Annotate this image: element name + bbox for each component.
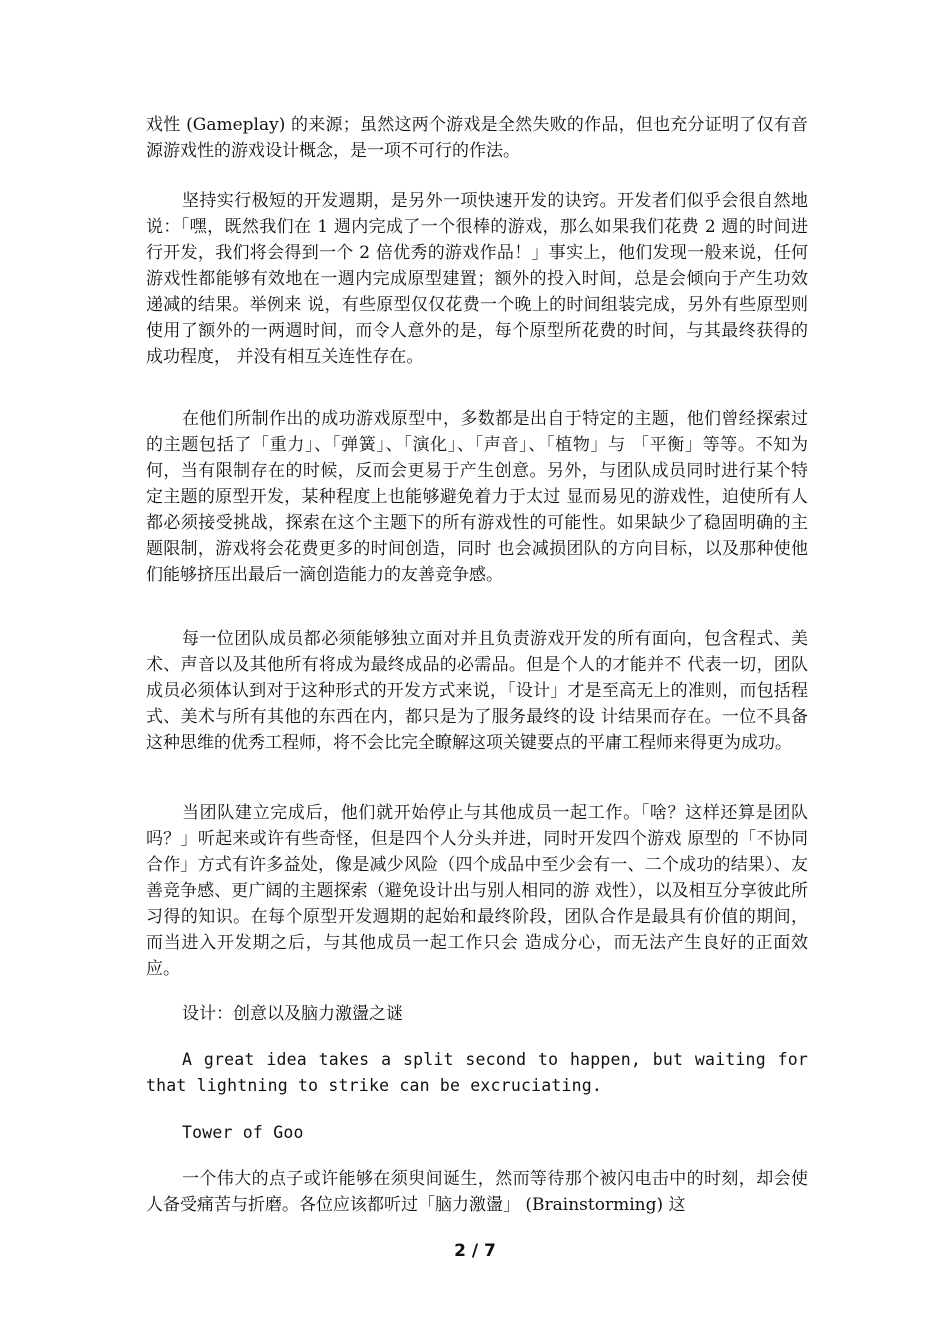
english-quote: A great idea takes a split second to happen, but waiting for that lightning to strike can be excruciating.: [146, 1050, 808, 1095]
page-indicator: 2 / 7: [454, 1241, 496, 1261]
paragraph-4: 每一位团队成员都必须能够独立面对并且负责游戏开发的所有面向，包含程式、美术、声音以及其他所有将成为最终成品的必需品。但是个人的才能并不 代表一切，团队成员必须体认到对于这种形式的开发方式来说，「设计」才是至高无上的准则，而包括程式、美术与所有其他的东西在内，都只是为了服务最终的设 计结果而存在。一位不具备这种思维的优秀工程师，将不会比完全瞭解这项关键要点的平庸工程师来得更为成功。: [146, 629, 808, 753]
paragraph-6: 一个伟大的点子或许能够在须臾间诞生，然而等待那个被闪电击中的时刻，却会使人备受痛苦与折磨。各位应该都听过「脑力激盪」 (Brainstorming) 这: [146, 1169, 808, 1215]
paragraph-2: 坚持实行极短的开发週期，是另外一项快速开发的诀窍。开发者们似乎会很自然地说：「嘿，既然我们在 1 週内完成了一个很棒的游戏，那么如果我们花费 2 週的时间进行开发，我们将会得到一个 2 倍优秀的游戏作品！」事实上，他们发现一般来说，任何游戏性都能够有效地在一週内完成原型建置；额外的投入时间，总是会倾向于产生功效递减的结果。举例来 说，有些原型仅仅花费一个晚上的时间组装完成，另外有些原型则使用了额外的一两週时间，而令人意外的是，每个原型所花费的时间，与其最终获得的成功程度， 并没有相互关连性存在。: [146, 191, 808, 367]
section-heading: 设计：创意以及脑力激盪之谜: [182, 1004, 403, 1024]
paragraph-5: 当团队建立完成后，他们就开始停止与其他成员一起工作。「啥？这样还算是团队吗？」听起来或许有些奇怪，但是四个人分头并进，同时开发四个游戏 原型的「不协同合作」方式有许多益处，像是减少风险（四个成品中至少会有一、二个成功的结果）、友善竞争感、更广阔的主题探索（避免设计出与别人相同的游 戏性），以及相互分享彼此所习得的知识。在每个原型开发週期的起始和最终阶段，团队合作是最具有价值的期间，而当进入开发期之后，与其他成员一起工作只会 造成分心，而无法产生良好的正面效应。: [146, 803, 808, 979]
quote-source: Tower of Goo: [182, 1123, 304, 1142]
paragraph-3: 在他们所制作出的成功游戏原型中，多数都是出自于特定的主题，他们曾经探索过的主题包括了「重力」、「弹簧」、「演化」、「声音」、「植物」与 「平衡」等等。不知为何，当有限制存在的时候，反而会更易于产生创意。另外，与团队成员同时进行某个特定主题的原型开发，某种程度上也能够避免着力于太过 显而易见的游戏性，迫使所有人都必须接受挑战，探索在这个主题下的所有游戏性的可能性。如果缺少了稳固明确的主题限制，游戏将会花费更多的时间创造，同时 也会减损团队的方向目标，以及那种使他们能够挤压出最后一滴创造能力的友善竞争感。: [146, 409, 808, 585]
paragraph-1: 戏性 (Gameplay) 的来源；虽然这两个游戏是全然失败的作品，但也充分证明了仅有音源游戏性的游戏设计概念，是一项不可行的作法。: [146, 115, 808, 161]
